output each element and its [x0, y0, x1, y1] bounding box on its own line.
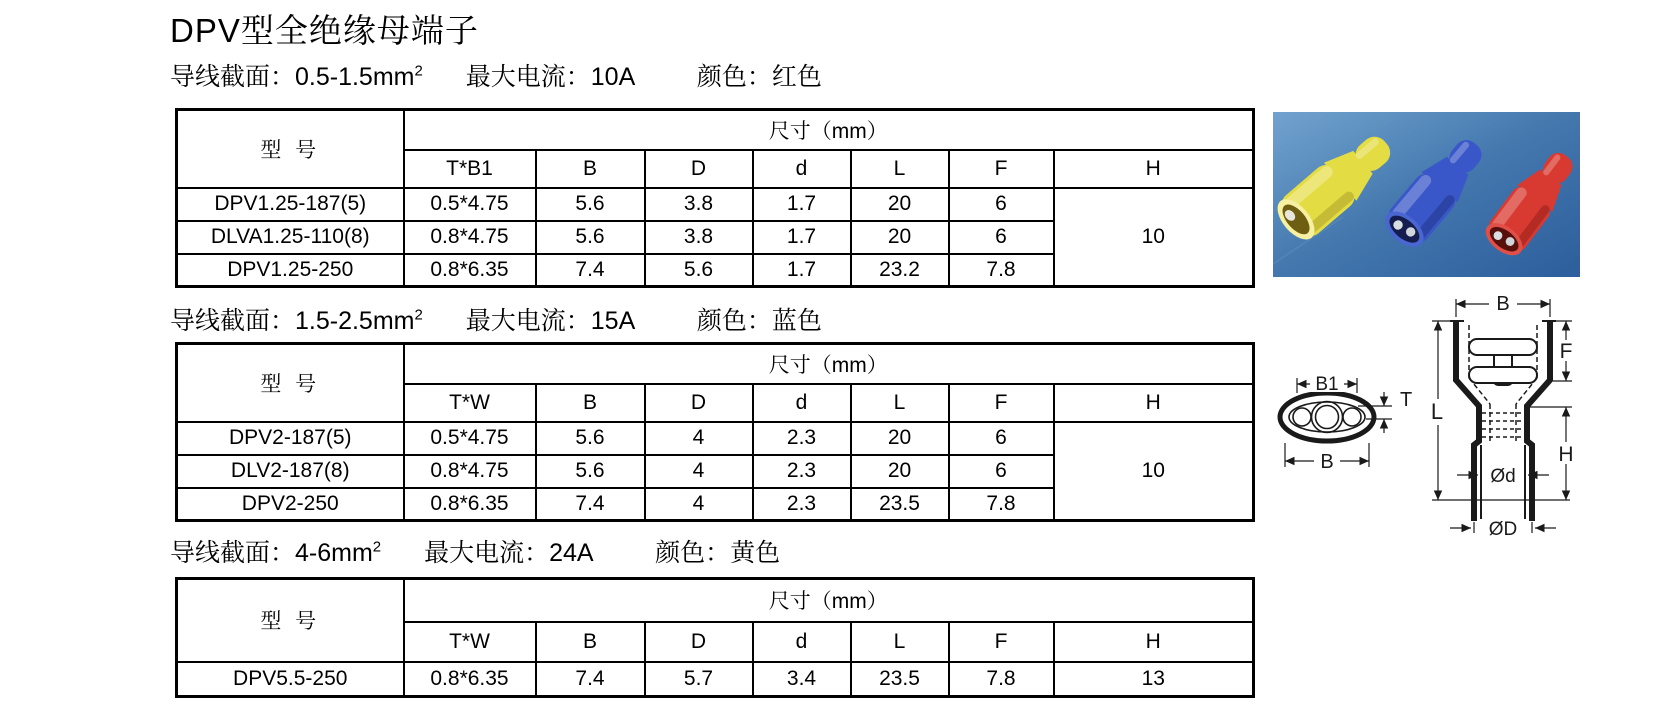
dim-label-d-inner: Ød [1490, 466, 1516, 487]
model-cell: DPV5.5-250 [177, 662, 404, 697]
h-merged-cell: 10 [1054, 422, 1254, 521]
size-header-cell: 尺寸（mm） [404, 344, 1254, 384]
col-header: F [949, 622, 1054, 662]
model-cell: DPV2-187(5) [177, 422, 404, 455]
value-cell: 3.8 [645, 188, 753, 221]
value-cell: 5.6 [536, 455, 645, 488]
value-cell: 7.4 [536, 662, 645, 697]
max-current-label: 最大电流：10A [465, 63, 634, 91]
table-header-row [177, 110, 1254, 150]
superscript: 2 [414, 62, 423, 80]
table-row [177, 662, 1254, 697]
col-header: D [645, 622, 753, 662]
terminals-photo-image [1273, 112, 1580, 277]
col-header: F [949, 150, 1054, 188]
value-cell: 5.7 [645, 662, 753, 697]
size-header-cell: 尺寸（mm） [404, 110, 1254, 150]
col-header: T*B1 [404, 150, 536, 188]
col-header: d [753, 150, 851, 188]
dimension-diagram [1210, 285, 1610, 715]
front-view [1424, 294, 1577, 533]
dim-label-b-bottom: B [1320, 451, 1334, 473]
superscript: 2 [372, 538, 382, 556]
h-cell: 13 [1054, 662, 1254, 697]
model-header-cell: 型 号 [177, 110, 404, 188]
model-cell: DLV2-187(8) [177, 455, 404, 488]
max-current-label: 最大电流：15A [465, 307, 634, 335]
col-header: L [851, 150, 949, 188]
value-cell: 0.8*6.35 [404, 488, 536, 521]
dim-label-h: H [1558, 443, 1574, 466]
value-cell: 0.8*4.75 [404, 455, 536, 488]
col-header: L [851, 622, 949, 662]
size-header-cell: 尺寸（mm） [404, 579, 1254, 622]
h-merged-cell: 10 [1054, 188, 1254, 287]
dim-label-b-top: B [1496, 293, 1510, 315]
value-cell: 2.3 [753, 422, 851, 455]
value-cell: 3.8 [645, 221, 753, 254]
spec-table-blue [175, 342, 1255, 522]
model-header-cell: 型 号 [177, 344, 404, 422]
value-cell: 6 [949, 221, 1054, 254]
value-cell: 5.6 [536, 221, 645, 254]
table-row [177, 188, 1254, 221]
value-cell: 1.7 [753, 188, 851, 221]
value-cell: 7.8 [949, 488, 1054, 521]
col-header: d [753, 384, 851, 422]
col-header: H [1054, 384, 1254, 422]
value-cell: 23.2 [851, 254, 949, 287]
col-header: D [645, 150, 753, 188]
wire-section-label: 导线截面：4-6mm [170, 539, 373, 567]
col-header: F [949, 384, 1054, 422]
value-cell: 0.8*6.35 [404, 254, 536, 287]
value-cell: 1.7 [753, 254, 851, 287]
value-cell: 20 [851, 455, 949, 488]
max-current-label: 最大电流：24A [424, 539, 593, 567]
col-header: D [645, 384, 753, 422]
col-header: B [536, 622, 645, 662]
model-cell: DPV1.25-187(5) [177, 188, 404, 221]
wire-section-label: 导线截面：1.5-2.5mm [170, 307, 415, 335]
col-header: H [1054, 622, 1254, 662]
dim-label-d-outer: ØD [1488, 519, 1518, 540]
section-header-blue [170, 301, 822, 337]
col-header: L [851, 384, 949, 422]
model-cell: DPV1.25-250 [177, 254, 404, 287]
value-cell: 0.8*6.35 [404, 662, 536, 697]
value-cell: 23.5 [851, 662, 949, 697]
value-cell: 4 [645, 488, 753, 521]
wire-section-label: 导线截面：0.5-1.5mm [170, 63, 415, 91]
value-cell: 5.6 [536, 422, 645, 455]
product-photo [1273, 112, 1580, 277]
spec-table-red [175, 108, 1255, 288]
table-header-row [177, 344, 1254, 384]
value-cell: 2.3 [753, 488, 851, 521]
dim-label-t: T [1400, 389, 1413, 411]
color-label: 颜色：红色 [696, 63, 822, 91]
dim-label-b1: B1 [1315, 374, 1339, 395]
model-cell: DLVA1.25-110(8) [177, 221, 404, 254]
value-cell: 2.3 [753, 455, 851, 488]
col-header: B [536, 384, 645, 422]
dimension-diagram-image [1210, 285, 1610, 715]
value-cell: 23.5 [851, 488, 949, 521]
dim-label-l: L [1430, 399, 1444, 424]
color-label: 颜色：蓝色 [696, 307, 822, 335]
col-header: H [1054, 150, 1254, 188]
value-cell: 5.6 [645, 254, 753, 287]
value-cell: 6 [949, 188, 1054, 221]
value-cell: 6 [949, 422, 1054, 455]
col-header: d [753, 622, 851, 662]
model-header-cell: 型 号 [177, 579, 404, 662]
table-header-row [177, 579, 1254, 622]
value-cell: 7.4 [536, 254, 645, 287]
section-header-red [170, 57, 822, 93]
value-cell: 6 [949, 455, 1054, 488]
value-cell: 7.8 [949, 662, 1054, 697]
section-header-yellow [170, 533, 780, 569]
dim-label-f: F [1559, 340, 1573, 363]
value-cell: 7.4 [536, 488, 645, 521]
col-header: T*W [404, 384, 536, 422]
value-cell: 20 [851, 422, 949, 455]
value-cell: 5.6 [536, 188, 645, 221]
color-label: 颜色：黄色 [655, 539, 781, 567]
value-cell: 0.8*4.75 [404, 221, 536, 254]
value-cell: 4 [645, 422, 753, 455]
value-cell: 20 [851, 221, 949, 254]
value-cell: 4 [645, 455, 753, 488]
value-cell: 1.7 [753, 221, 851, 254]
col-header: B [536, 150, 645, 188]
spec-table-yellow [175, 577, 1255, 698]
superscript: 2 [414, 306, 423, 324]
value-cell: 0.5*4.75 [404, 188, 536, 221]
model-cell: DPV2-250 [177, 488, 404, 521]
value-cell: 20 [851, 188, 949, 221]
value-cell: 7.8 [949, 254, 1054, 287]
page-title: DPV型全绝缘母端子 [170, 12, 479, 49]
col-header: T*W [404, 622, 536, 662]
value-cell: 0.5*4.75 [404, 422, 536, 455]
value-cell: 3.4 [753, 662, 851, 697]
table-row [177, 422, 1254, 455]
